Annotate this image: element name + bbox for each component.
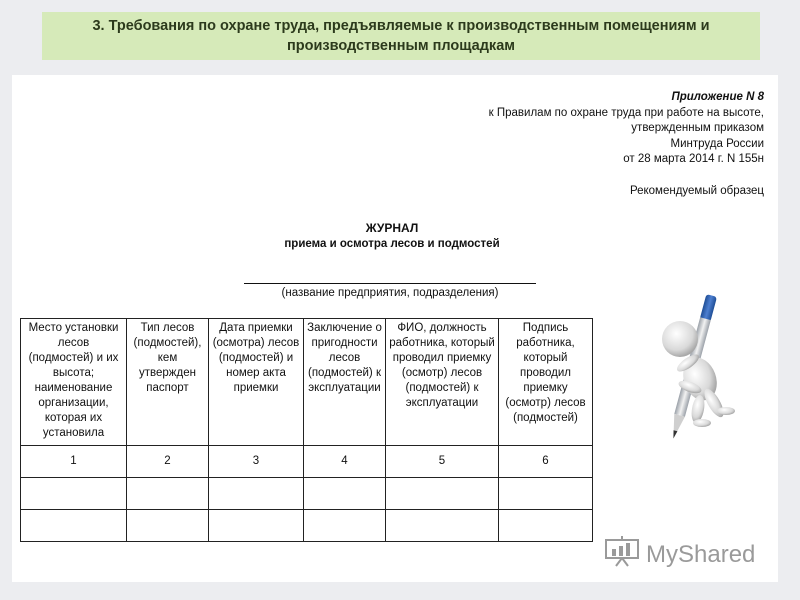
column-header: Место установки лесов (подмостей) и их высота; наименование организации, которая их установила	[21, 319, 127, 446]
table-cell	[21, 478, 127, 510]
table-cell	[304, 478, 386, 510]
slide-title-line2: производственным площадкам	[287, 38, 515, 54]
figure-with-pen-icon	[642, 291, 742, 456]
column-header: Дата приемки (осмотра) лесов (подмостей) и номер акта приемки	[209, 319, 304, 446]
column-header: Заключение о пригодности лесов (подмостей) к эксплуатации	[304, 319, 386, 446]
watermark-logo	[604, 536, 755, 573]
column-number: 6	[499, 446, 593, 478]
presentation-chart-icon	[604, 536, 640, 573]
watermark-text: MyShared	[646, 540, 756, 568]
appendix-line1: к Правилам по охране труда при работе на высоте,	[488, 106, 764, 119]
journal-title: ЖУРНАЛ	[365, 221, 419, 235]
column-number: 1	[21, 446, 127, 478]
table-cell	[386, 510, 499, 542]
journal-title-block	[242, 220, 542, 252]
table-header-row	[21, 319, 593, 446]
enterprise-caption: (название предприятия, подразделения)	[281, 287, 499, 299]
column-header: Подпись работника, который проводил приемку (осмотр) лесов (подмостей)	[499, 319, 593, 446]
table-cell	[209, 478, 304, 510]
slide-title-line1: 3. Требования по охране труда, предъявляемые к производственным помещениям и	[92, 18, 710, 34]
column-number: 2	[127, 446, 209, 478]
appendix-heading: Приложение N 8	[671, 91, 764, 103]
column-number: 5	[386, 446, 499, 478]
table-cell	[209, 510, 304, 542]
table-row	[21, 446, 593, 478]
journal-table	[20, 318, 593, 542]
table-cell	[499, 478, 593, 510]
column-header: Тип лесов (подмостей), кем утвержден паспорт	[127, 319, 209, 446]
sample-label: Рекомендуемый образец	[629, 184, 764, 197]
slide-title-banner	[42, 12, 760, 60]
table-cell	[499, 510, 593, 542]
column-number: 3	[209, 446, 304, 478]
column-header: ФИО, должность работника, который проводил приемку (осмотр) лесов (подмостей) к эксплуатации	[386, 319, 499, 446]
enterprise-name-line	[244, 283, 536, 284]
journal-subtitle: приема и осмотра лесов и подмостей	[284, 238, 500, 250]
column-number: 4	[304, 446, 386, 478]
table-cell	[304, 510, 386, 542]
table-cell	[386, 478, 499, 510]
table-cell	[21, 510, 127, 542]
table-row	[21, 510, 593, 542]
table-cell	[127, 478, 209, 510]
appendix-line2: утвержденным приказом	[631, 122, 764, 134]
table-row	[21, 478, 593, 510]
appendix-line3: Минтруда России	[670, 137, 764, 150]
appendix-line4: от 28 марта 2014 г. N 155н	[623, 153, 764, 165]
appendix-block	[464, 90, 764, 199]
table-cell	[127, 510, 209, 542]
document-page	[12, 75, 778, 582]
